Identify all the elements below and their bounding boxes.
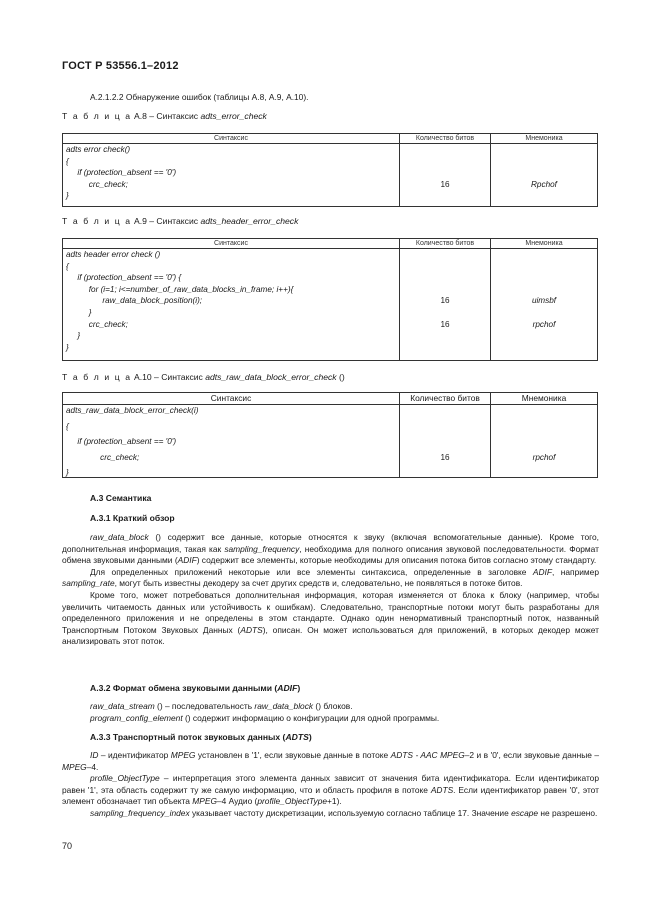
table-a9 — [62, 238, 598, 361]
section-a31-heading: А.3.1 Краткий обзор — [90, 513, 175, 523]
mnemonic-cell: Rpchof — [491, 144, 598, 207]
section-a32-heading: А.3.2 Формат обмена звуковыми данными (ADIF) — [90, 683, 301, 693]
col-header-mnemonic: Мнемоника — [491, 239, 598, 249]
mnemonic-cell: uimsbf rpchof — [491, 249, 598, 361]
col-header-mnemonic: Мнемоника — [491, 393, 598, 405]
intro-line: А.2.1.2.2 Обнаружение ошибок (таблицы А.8, А.9, А.10). — [90, 92, 309, 102]
paragraph-adif: raw_data_stream () – последовательность raw_data_block () блоков. program_config_element () содержит информацию о конфигурации для одной программы. — [90, 701, 440, 723]
section-a3-heading: А.3 Семантика — [90, 493, 152, 503]
table-a10 — [62, 392, 598, 478]
bits-cell: 16 16 — [400, 249, 491, 361]
paragraph-overview: raw_data_block () содержит все данные, которые относятся к звуку (включая вспомогательные данные). Кроме того, дополнительная информация, такая как sampling_frequency, необходима для полного описания звуковой последовательности. Формат обмена звуковыми данными (ADIF) содержит все элементы, которые необходимы для описания потока битов согласно этому стандарту. Для определенных приложений некоторые или все элементы синтаксиса, определенные в заголовке ADIF, например sampling_rate, могут быть известны декодеру за счет других средств и, следовательно, не появляться в потоке битов. Кроме того, может потребоваться дополнительная информация, которая изменяется от блока к блоку (например, чтобы увеличить читаемость данных или устойчивость к ошибкам). Следовательно, транспортные потоки могут быть разработаны для определенного приложения и не определены в этом стандарте. Однако один ненормативный транспортный поток, названный Транспортным Потоком Звуковых Данных (ADTS), описан. Он может использоваться для приложений, в которых декодер может анализировать этот поток. — [62, 532, 600, 647]
bits-cell: 16 — [400, 144, 491, 207]
table-a8-caption: Т а б л и ц а А.8 – Синтаксис adts_error_check — [62, 111, 267, 121]
page-number: 70 — [62, 841, 73, 851]
col-header-bits: Количество битов — [400, 239, 491, 249]
col-header-mnemonic: Мнемоника — [491, 134, 598, 144]
col-header-syntax: Синтаксис — [63, 239, 400, 249]
syntax-cell: adts error check() { if (protection_absent == '0') crc_check; } — [63, 144, 400, 207]
syntax-cell: adts header error check () { if (protection_absent == '0') { for (i=1; i<=number_of_raw_data_blocks_in_frame; i++){ raw_data_block_position(i); } crc_check; } } — [63, 249, 400, 361]
col-header-bits: Количество битов — [400, 393, 491, 405]
document-header: ГОСТ Р 53556.1–2012 — [62, 60, 179, 72]
section-a33-heading: А.3.3 Транспортный поток звуковых данных (ADTS) — [90, 732, 312, 742]
table-a8 — [62, 133, 598, 207]
col-header-syntax: Синтаксис — [63, 393, 400, 405]
col-header-syntax: Синтаксис — [63, 134, 400, 144]
table-a9-caption: Т а б л и ц а А.9 – Синтаксис adts_header_error_check — [62, 216, 299, 226]
mnemonic-cell: rpchof — [491, 405, 598, 478]
paragraph-adts: ID – идентификатор MPEG установлен в '1', если звуковые данные в потоке ADTS - AAC MPEG–2 и в '0', если звуковые данные – MPEG–4. profile_ObjectType – интерпретация этого элемента данных зависит от значения бита идентификатора. Если идентификатор равен '1', эта область содержит ту же самую информацию, что и область профиля в потоке ADTS. Если идентификатор равен '0', этот элемент обозначает тип объекта MPEG–4 Аудио (profile_ObjectType+1). sampling_frequency_index указывает частоту дискретизации, используемую согласно таблице 17. Значение escape не разрешено. — [62, 750, 600, 818]
table-a10-caption: Т а б л и ц а А.10 – Синтаксис adts_raw_data_block_error_check () — [62, 372, 345, 382]
bits-cell: 16 — [400, 405, 491, 478]
syntax-cell: adts_raw_data_block_error_check(i) { if (protection_absent == '0') crc_check; } — [63, 405, 400, 478]
col-header-bits: Количество битов — [400, 134, 491, 144]
